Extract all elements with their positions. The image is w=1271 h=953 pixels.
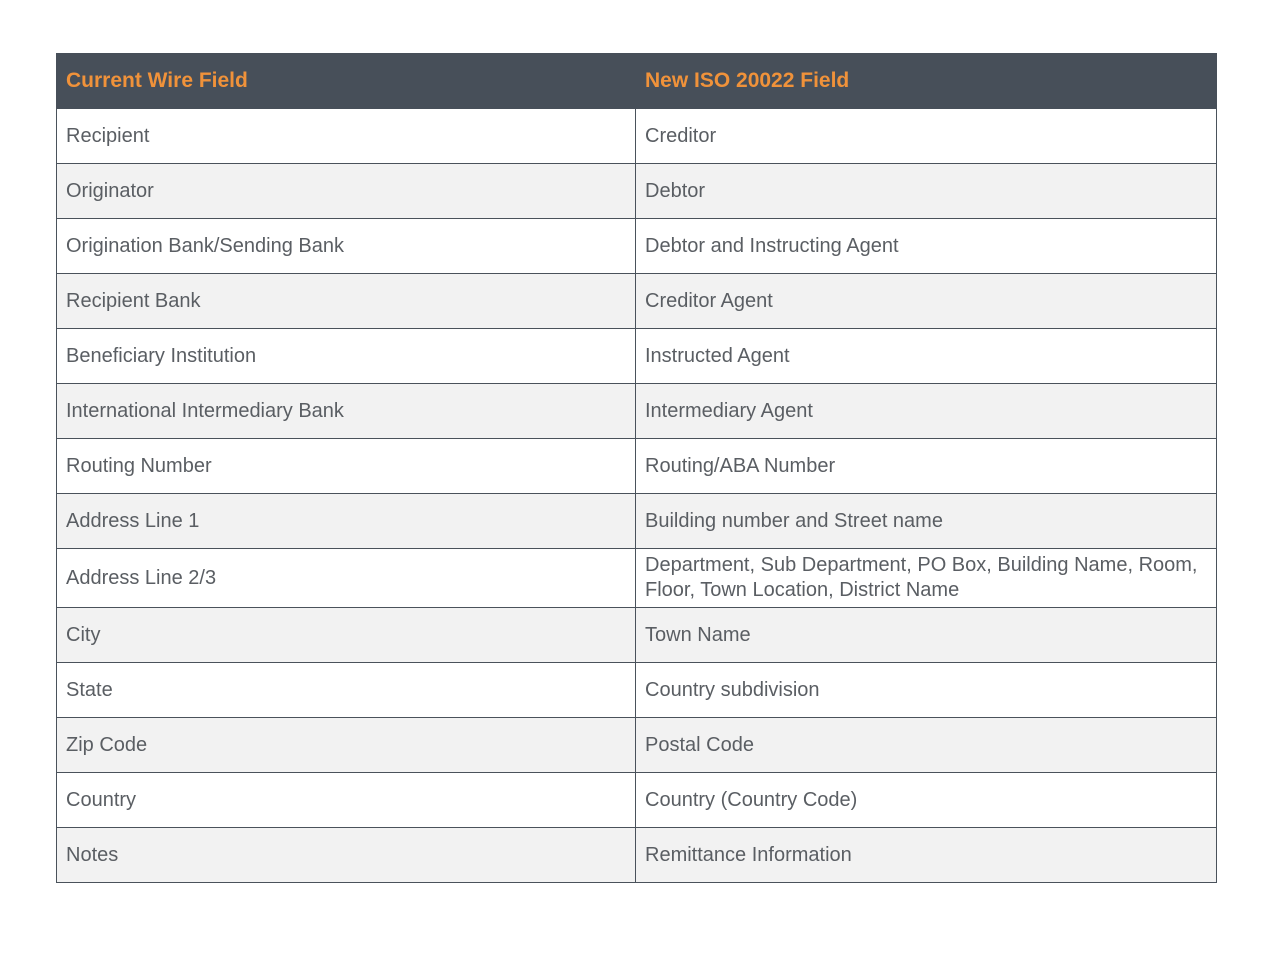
- current-field-cell: Zip Code: [57, 718, 636, 773]
- table-row: [57, 329, 1217, 384]
- iso-field-cell: Country (Country Code): [636, 773, 1217, 828]
- current-field-cell: Origination Bank/Sending Bank: [57, 219, 636, 274]
- iso-field-cell: Building number and Street name: [636, 494, 1217, 549]
- current-field-cell: Address Line 1: [57, 494, 636, 549]
- table-row: [57, 549, 1217, 608]
- iso-field-cell: Postal Code: [636, 718, 1217, 773]
- current-field-cell: Recipient: [57, 109, 636, 164]
- iso-field-cell: Instructed Agent: [636, 329, 1217, 384]
- table-row: [57, 384, 1217, 439]
- current-field-cell: State: [57, 663, 636, 718]
- iso-field-cell: Intermediary Agent: [636, 384, 1217, 439]
- current-field-cell: Beneficiary Institution: [57, 329, 636, 384]
- table-row: [57, 274, 1217, 329]
- table-row: [57, 164, 1217, 219]
- iso-field-cell: Country subdivision: [636, 663, 1217, 718]
- iso-field-cell: Department, Sub Department, PO Box, Building Name, Room, Floor, Town Location, District Name: [636, 549, 1217, 608]
- table-row: [57, 828, 1217, 883]
- iso-field-cell: Creditor: [636, 109, 1217, 164]
- table-row: [57, 773, 1217, 828]
- table-row: [57, 109, 1217, 164]
- current-field-cell: City: [57, 608, 636, 663]
- table-row: [57, 439, 1217, 494]
- iso-field-cell: Remittance Information: [636, 828, 1217, 883]
- iso-field-cell: Debtor and Instructing Agent: [636, 219, 1217, 274]
- current-field-cell: Originator: [57, 164, 636, 219]
- table-row: [57, 494, 1217, 549]
- current-field-cell: Recipient Bank: [57, 274, 636, 329]
- table-row: [57, 219, 1217, 274]
- header-row: [57, 54, 1217, 109]
- iso-field-cell: Debtor: [636, 164, 1217, 219]
- current-field-cell: Address Line 2/3: [57, 549, 636, 608]
- table-row: [57, 663, 1217, 718]
- iso-field-cell: Routing/ABA Number: [636, 439, 1217, 494]
- field-mapping-table: [56, 53, 1217, 883]
- current-field-cell: Notes: [57, 828, 636, 883]
- table-row: [57, 718, 1217, 773]
- current-field-cell: International Intermediary Bank: [57, 384, 636, 439]
- header-new-iso-field: New ISO 20022 Field: [636, 54, 1217, 109]
- iso-field-cell: Town Name: [636, 608, 1217, 663]
- table-row: [57, 608, 1217, 663]
- current-field-cell: Country: [57, 773, 636, 828]
- iso-field-cell: Creditor Agent: [636, 274, 1217, 329]
- current-field-cell: Routing Number: [57, 439, 636, 494]
- header-current-wire-field: Current Wire Field: [57, 54, 636, 109]
